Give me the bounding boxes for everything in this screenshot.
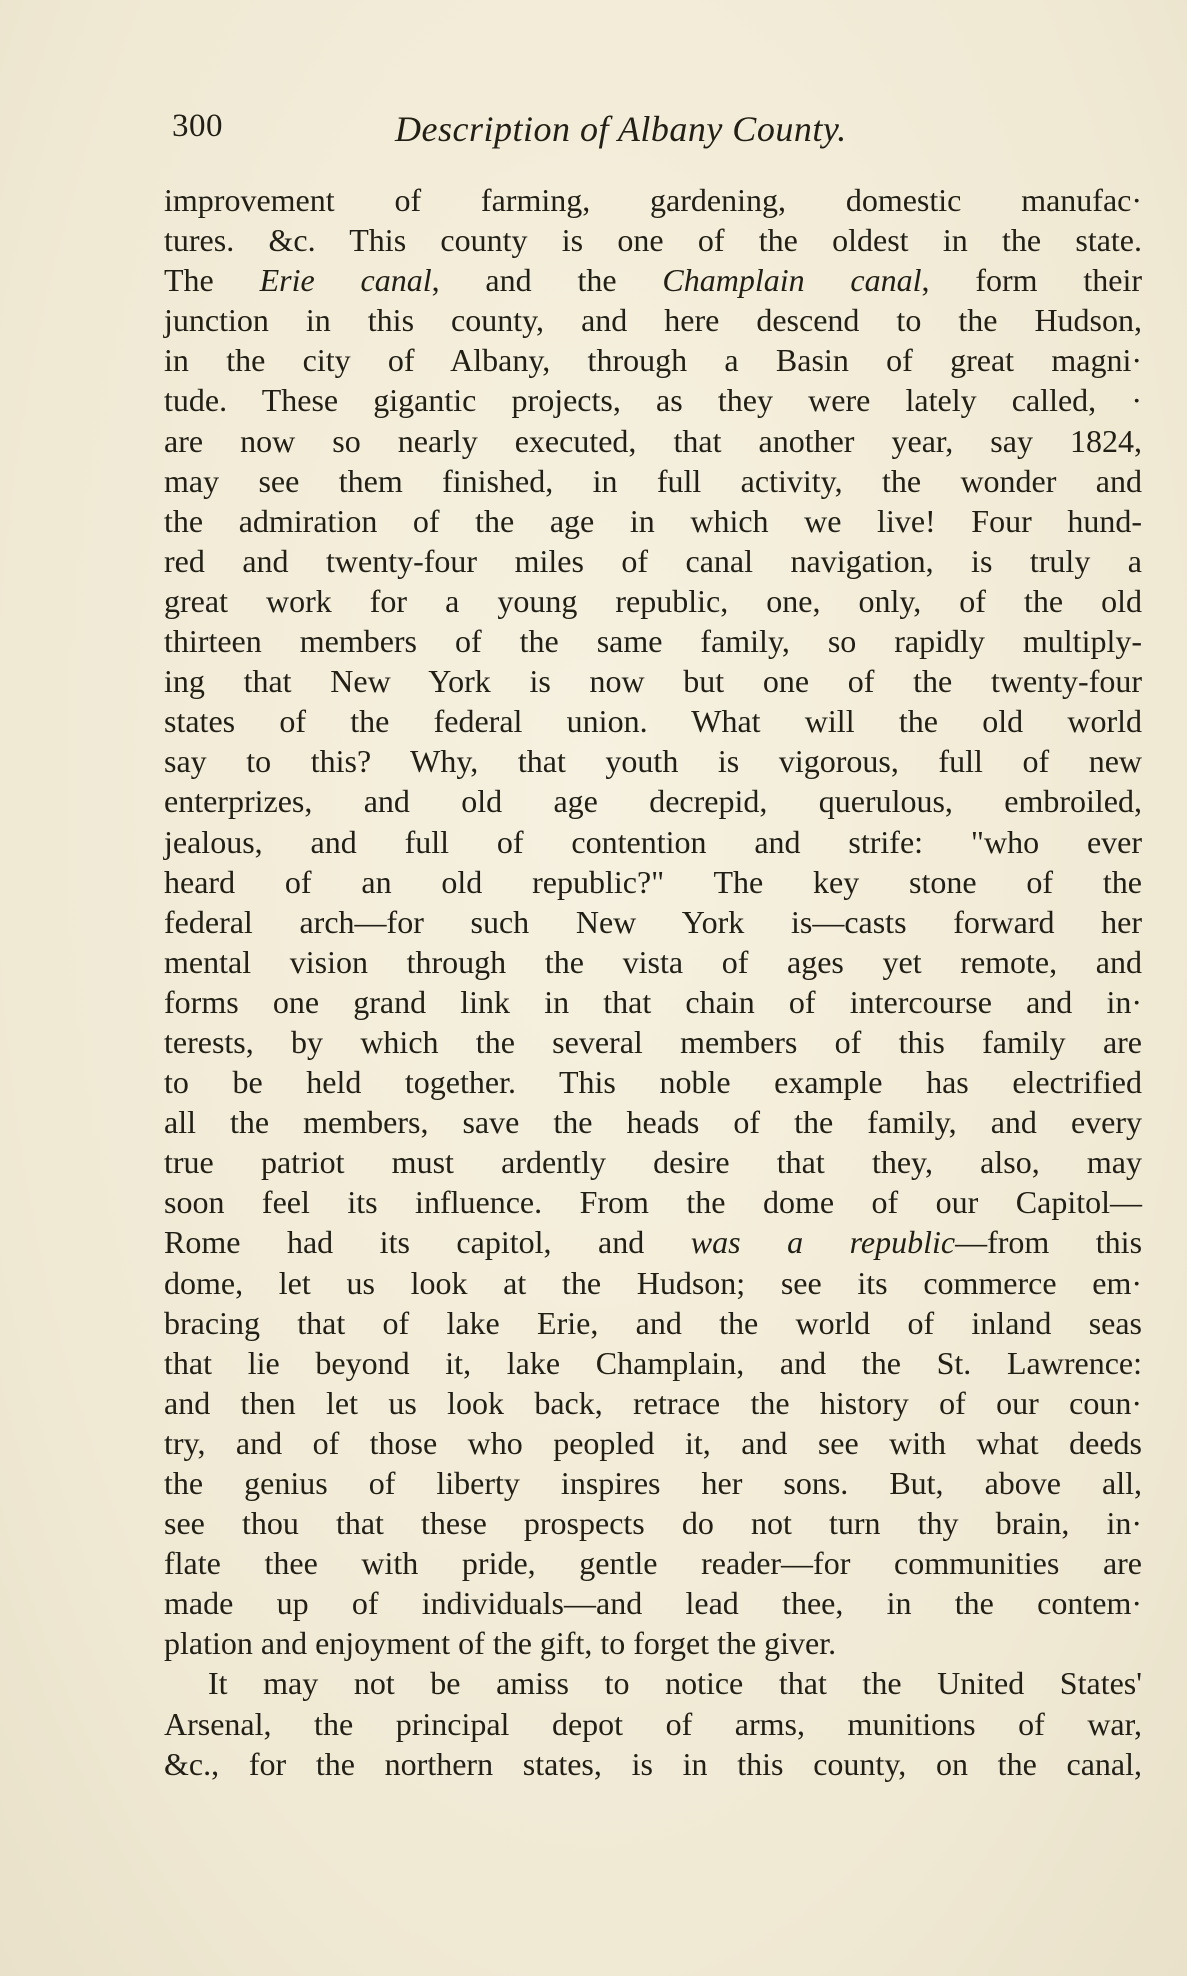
- text-line: try, and of those who peopled it, and see with what deeds: [164, 1424, 1142, 1461]
- text-line: are now so nearly executed, that another year, say 1824,: [164, 422, 1142, 459]
- text-line: the admiration of the age in which we live! Four hund-: [164, 502, 1142, 539]
- text-line: enterprizes, and old age decrepid, querulous, embroiled,: [164, 783, 1142, 820]
- text-line: states of the federal union. What will the old world: [164, 703, 1142, 740]
- text-line: may see them finished, in full activity, the wonder and: [164, 462, 1142, 499]
- text-line: red and twenty-four miles of canal navigation, is truly a: [164, 542, 1142, 579]
- text-line: tude. These gigantic projects, as they were lately called, ·: [164, 382, 1142, 419]
- text-line: plation and enjoyment of the gift, to forget the giver.: [164, 1625, 837, 1662]
- text-line: The Erie canal, and the Champlain canal, form their: [164, 262, 1143, 299]
- text-line: in the city of Albany, through a Basin of great magni·: [164, 342, 1142, 379]
- text-line: &c., for the northern states, is in this county, on the canal,: [164, 1745, 1142, 1782]
- text-line: that lie beyond it, lake Champlain, and the St. Lawrence:: [164, 1344, 1142, 1381]
- text-line: all the members, save the heads of the family, and every: [164, 1104, 1142, 1141]
- text-line: It may not be amiss to notice that the United States': [208, 1665, 1142, 1702]
- text-line: to be held together. This noble example has electrified: [164, 1064, 1142, 1101]
- text-line: true patriot must ardently desire that they, also, may: [164, 1144, 1142, 1181]
- text-line: junction in this county, and here descend to the Hudson,: [164, 302, 1142, 339]
- text-line: heard of an old republic?" The key stone of the: [164, 863, 1142, 900]
- text-line: the genius of liberty inspires her sons. But, above all,: [164, 1465, 1142, 1501]
- text-line: terests, by which the several members of this family are: [164, 1023, 1142, 1060]
- text-line: flate thee with pride, gentle reader—for communities are: [164, 1545, 1142, 1582]
- text-line: see thou that these prospects do not turn thy brain, in·: [164, 1505, 1142, 1542]
- page-header: [172, 108, 1032, 168]
- text-line: federal arch—for such New York is—casts forward her: [164, 903, 1142, 940]
- text-line: Arsenal, the principal depot of arms, munitions of war,: [164, 1705, 1142, 1742]
- text-line: improvement of farming, gardening, domestic manufac·: [164, 182, 1142, 218]
- text-line: great work for a young republic, one, only, of the old: [164, 582, 1142, 619]
- text-line: ing that New York is now but one of the twenty-four: [164, 663, 1142, 700]
- text-line: thirteen members of the same family, so rapidly multiply-: [164, 623, 1142, 660]
- text-line: soon feel its influence. From the dome of our Capitol—: [164, 1184, 1142, 1221]
- text-line: bracing that of lake Erie, and the world of inland seas: [164, 1304, 1142, 1341]
- text-line: dome, let us look at the Hudson; see its commerce em·: [164, 1264, 1142, 1301]
- text-line: jealous, and full of contention and strife: "who ever: [164, 823, 1142, 860]
- page-number: 300: [172, 108, 223, 144]
- text-line: tures. &c. This county is one of the oldest in the state.: [164, 222, 1142, 259]
- text-line: and then let us look back, retrace the history of our coun·: [164, 1384, 1142, 1421]
- text-line: Rome had its capitol, and was a republic—from this: [164, 1224, 1143, 1261]
- text-line: forms one grand link in that chain of intercourse and in·: [164, 983, 1142, 1020]
- running-head: Description of Albany County.: [395, 109, 847, 149]
- text-line: say to this? Why, that youth is vigorous, full of new: [164, 743, 1142, 780]
- text-line: made up of individuals—and lead thee, in the contem·: [164, 1585, 1142, 1622]
- body-text: [164, 180, 1142, 1784]
- text-line: mental vision through the vista of ages yet remote, and: [164, 943, 1142, 980]
